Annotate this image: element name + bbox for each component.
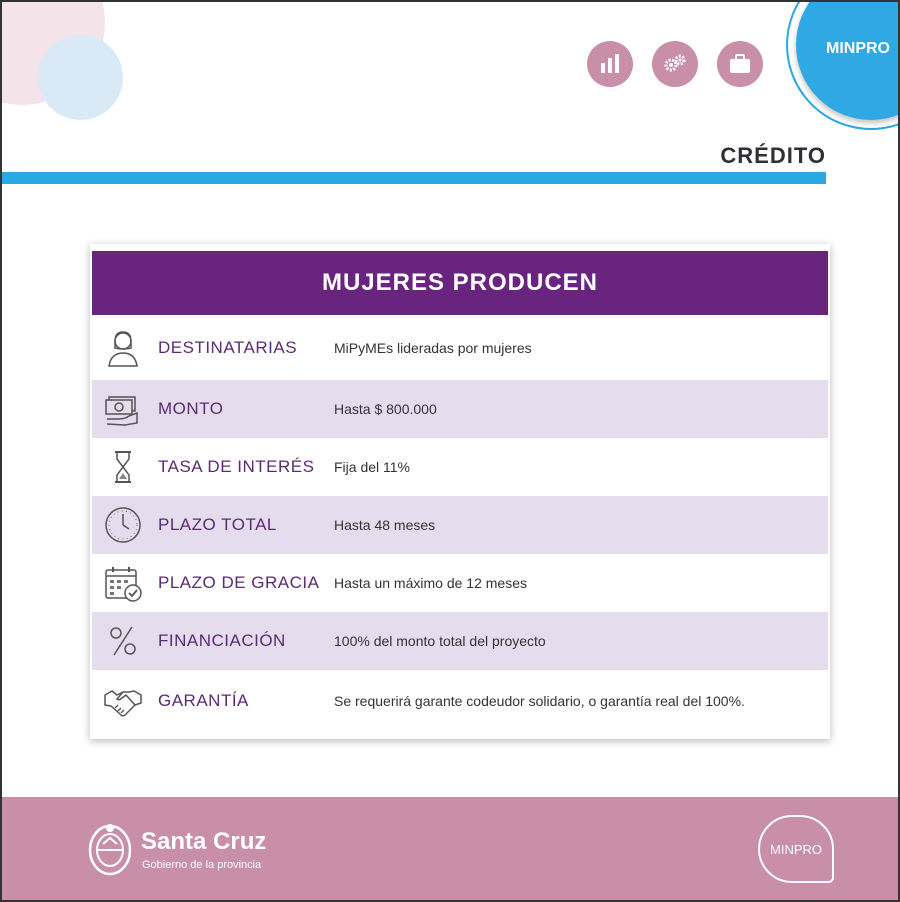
- row-label: MONTO: [158, 399, 224, 418]
- province-seal-icon: [86, 820, 134, 876]
- hourglass-icon: [102, 446, 144, 488]
- row-label: GARANTÍA: [158, 691, 249, 710]
- section-divider: [2, 172, 826, 184]
- briefcase-icon: [717, 41, 763, 87]
- row-value: Hasta un máximo de 12 meses: [334, 575, 527, 591]
- card-title: MUJERES PRODUCEN: [92, 251, 828, 315]
- footer-title: Santa Cruz: [141, 828, 267, 855]
- row-tasa: [92, 438, 828, 496]
- row-value: MiPyMEs lideradas por mujeres: [334, 340, 532, 356]
- row-value: Fija del 11%: [334, 459, 411, 475]
- row-financiacion: [92, 612, 828, 670]
- clock-icon: [102, 504, 144, 546]
- footer-minpro-text: MINPRO: [770, 841, 822, 857]
- row-garantia: [92, 670, 828, 732]
- row-label: PLAZO TOTAL: [158, 515, 277, 534]
- footer-subtitle: Gobierno de la provincia: [142, 859, 262, 871]
- handshake-icon: [102, 680, 144, 722]
- info-card: [90, 244, 830, 739]
- row-value: Hasta $ 800.000: [334, 401, 437, 417]
- footer-minpro-logo: [758, 815, 834, 883]
- bar-chart-icon: [587, 41, 633, 87]
- row-monto: [92, 380, 828, 438]
- row-value: 100% del monto total del proyecto: [334, 633, 546, 649]
- row-label: DESTINATARIAS: [158, 338, 298, 357]
- row-label: TASA DE INTERÉS: [158, 457, 315, 476]
- row-plazo-total: [92, 496, 828, 554]
- row-value: Se requerirá garante codeudor solidario, o garantía real del 100%.: [334, 693, 745, 709]
- woman-icon: [102, 327, 144, 369]
- section-title: CRÉDITO: [720, 143, 826, 168]
- percent-icon: [102, 620, 144, 662]
- row-value: Hasta 48 meses: [334, 517, 436, 533]
- gears-icon: [652, 41, 698, 87]
- minpro-badge-text: MINPRO: [826, 40, 890, 57]
- decorative-circle-blue: [38, 35, 123, 120]
- row-plazo-gracia: [92, 554, 828, 612]
- row-label: PLAZO DE GRACIA: [158, 573, 320, 592]
- row-destinatarias: [92, 316, 828, 380]
- calendar-check-icon: [102, 562, 144, 604]
- row-label: FINANCIACIÓN: [158, 631, 286, 650]
- money-hand-icon: [102, 388, 144, 430]
